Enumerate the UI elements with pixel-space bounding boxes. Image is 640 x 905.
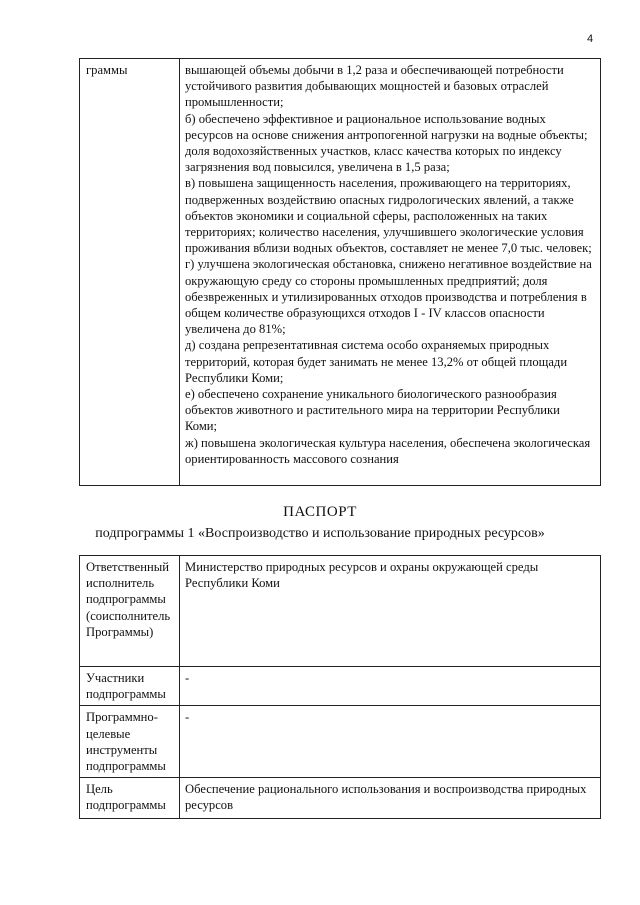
row-label: Цель подпрограммы: [80, 778, 180, 819]
result-paragraph: вышающей объемы добычи в 1,2 раза и обеспечивающей потребности устойчивого развития добывающих мощностей и базовых отраслей промышленности;: [185, 63, 564, 110]
table-row: [80, 706, 601, 778]
result-paragraph: ж) повышена экологическая культура населения, обеспечена экологическая ориентированность массового сознания: [185, 435, 591, 466]
row-label: Участники подпрограммы: [80, 667, 180, 706]
page-number: 4: [587, 33, 594, 45]
row-value: [180, 59, 601, 486]
result-paragraph: е) обеспечено сохранение уникального биологического разнообразия объектов животного и растительного мира на территории Республики Коми;: [185, 387, 560, 434]
row-value: Обеспечение рационального использования и воспроизводства природных ресурсов: [180, 778, 601, 819]
passport-table: [79, 555, 601, 819]
result-paragraph: д) создана репрезентативная система особо охраняемых природных территорий, которая будет занимать не менее 13,2% от общей площади Республики Коми;: [185, 338, 568, 385]
result-paragraph: б) обеспечено эффективное и рациональное использование водных ресурсов на основе снижения антропогенной нагрузки на водные объекты; доля водохозяйственных участков, класс качества которых по индексу загрязнения вод повысился, увеличена в 1,5 раза;: [185, 111, 588, 175]
passport-heading: [0, 502, 640, 544]
row-value: Министерство природных ресурсов и охраны окружающей среды Республики Коми: [180, 556, 601, 667]
table-row: [80, 778, 601, 819]
result-paragraph: в) повышена защищенность населения, проживающего на территориях, подверженных воздействию опасных гидрологических явлений, а также объектов экономики и социальной сферы, расположенных на таких территориях; количество населения, улучшившего экологические условия проживания вблизи водных объектов, составляет не менее 7,0 тыс. человек;: [185, 176, 592, 256]
table-row: [80, 556, 601, 667]
row-value: -: [180, 706, 601, 778]
table-row: [80, 59, 601, 486]
table-row: [80, 667, 601, 706]
result-paragraph: г) улучшена экологическая обстановка, снижено негативное воздействие на окружающую среду со стороны промышленных предприятий; доля обезвреженных и утилизированных отходов производства и потребления в общем количестве образующихся отходов I - IV классов опасности увеличена до 81%;: [185, 257, 592, 337]
row-label: Ответственный исполнитель подпрограммы (соисполнитель Программы): [80, 556, 180, 667]
passport-title: ПАСПОРТ: [283, 504, 357, 520]
row-value: -: [180, 667, 601, 706]
row-label: Программно-целевые инструменты подпрограммы: [80, 706, 180, 778]
program-continuation-table: [79, 58, 601, 486]
passport-subtitle: подпрограммы 1 «Воспроизводство и использование природных ресурсов»: [95, 526, 545, 541]
row-label: граммы: [80, 59, 180, 486]
